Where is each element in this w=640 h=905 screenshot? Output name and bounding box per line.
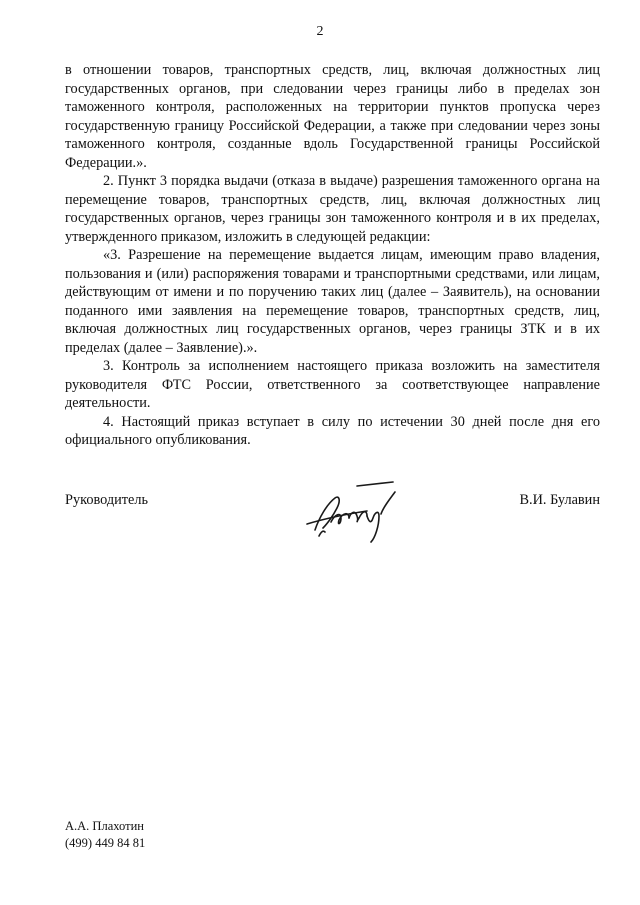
executor-name: А.А. Плахотин [65,819,144,833]
page-number: 2 [316,24,324,39]
paragraph-quoted-clause-3: «3. Разрешение на перемещение выдается лицам, имеющим право владения, пользования и (или) распоряжения товарами и транспортными средствами, или лицам, действующим от имени и по поручению таких лиц (далее – Заявитель), на основании поданного ими заявления на перемещение товаров, транспортных средств, лиц, включая должностных лиц государственных органов, через границы ЗТК и в их пределах (далее – Заявление).». [65,247,600,356]
paragraph-item-3: 3. Контроль за исполнением настоящего приказа возложить на заместителя руководителя ФТС России, ответственного за соответствующее направление деятельности. [65,358,600,411]
executor-info [65,818,145,852]
document-body [65,61,600,450]
paragraph-item-2: 2. Пункт 3 порядка выдачи (отказа в выдаче) разрешения таможенного органа на перемещение товаров, транспортных средств, лиц, включая должностных лиц государственных органов, через границы зон таможенного контроля и в их пределах, утвержденного приказом, изложить в следующей редакции: [65,173,600,245]
executor-phone: (499) 449 84 81 [65,836,146,850]
handwritten-signature [297,478,417,548]
signer-position: Руководитель [65,492,149,508]
signature-block [65,478,600,548]
paragraph-item-4: 4. Настоящий приказ вступает в силу по истечении 30 дней после дня его официального опубликования. [65,413,600,448]
signer-name: В.И. Булавин [519,492,600,508]
paragraph-continuation: в отношении товаров, транспортных средств, лиц, включая должностных лиц государственных органов, при следовании через границы либо в пределах зон таможенного контроля, расположенных на территории пунктов пропуска через государственную границу Российской Федерации, а также при следовании через зоны таможенного контроля, созданные вдоль Государственной границы Российской Федерации.». [65,62,600,171]
